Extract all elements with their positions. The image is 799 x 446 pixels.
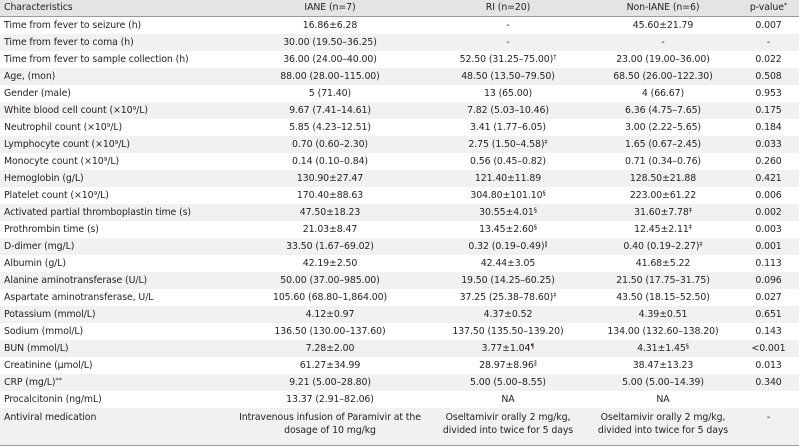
cell-non-iane: 5.00 (5.00–14.39) [588,374,738,391]
cell-ri: 4.37±0.52 [428,306,588,323]
cell-non-iane: 38.47±13.23 [632,360,694,371]
footnote-marker: † [553,53,557,61]
cell-p-value: 0.033 [738,136,799,153]
cell-p-value: - [738,408,799,446]
cell-non-iane: 4.39±0.51 [588,306,738,323]
table-row [0,357,799,374]
cell-characteristic: Lymphocyte count (×10⁹/L) [0,136,232,153]
header-non-iane: Non-IANE (n=6) [588,0,738,17]
cell-iane: 9.67 (7.41–14.61) [232,102,428,119]
cell-characteristic: CRP (mg/L)** [0,374,232,391]
cell-non-iane: 134.00 (132.60–138.20) [607,326,719,337]
footnote-marker: ** [55,376,62,384]
cell-iane: 47.50±18.23 [232,204,428,221]
footnote-marker: § [533,206,537,214]
cell-characteristic: Monocyte count (×10⁹/L) [4,156,119,167]
cell-iane: 130.90±27.47 [232,170,428,187]
footnote-marker: ∥ [544,240,548,248]
table-row [0,187,799,204]
cell-characteristic: Procalcitonin (ng/mL) [4,394,102,405]
cell-iane: 5.85 (4.23–12.51) [289,122,371,133]
cell-p-value: 0.003 [755,224,782,235]
cell-p-value: 0.175 [738,102,799,119]
cell-p-value: 0.113 [755,258,782,269]
cell-ri: 52.50 (31.25–75.00)† [459,53,557,65]
table-row [0,306,799,323]
header-characteristics: Characteristics [0,0,232,17]
cell-characteristic: Age, (mon) [0,68,232,85]
footnote-marker: ¶ [530,342,535,350]
cell-iane: 170.40±88.63 [296,190,364,201]
cell-ri: 19.50 (14.25–60.25) [428,272,588,289]
footnote-marker: § [542,189,546,197]
table-row [0,238,799,255]
cell-non-iane: 223.00±61.22 [629,190,697,201]
cell-p-value: - [738,34,799,51]
cell-non-iane: 41.68±5.22 [635,258,691,269]
cell-non-iane: 23.00 (19.00–36.00) [616,54,710,65]
cell-characteristic: Prothrombin time (s) [4,224,99,235]
cell-characteristic: Sodium (mmol/L) [4,326,84,337]
cell-non-iane: 43.50 (18.15–52.50) [616,292,710,303]
cell-ri: - [428,34,588,51]
cell-iane: 33.50 (1.67–69.02) [232,238,428,255]
cell-p-value: 0.651 [738,306,799,323]
cell-ri: 0.56 (0.45–0.82) [469,156,546,167]
cell-ri: 13 (65.00) [483,88,533,99]
table-row [0,340,799,357]
cell-p-value: 0.421 [738,170,799,187]
cell-ri: 121.40±11.89 [428,170,588,187]
cell-ri: 13.45±2.60§ [479,223,537,235]
table-row [0,323,799,340]
table-row [0,85,799,102]
cell-p-value [738,391,799,408]
cell-ri: 3.77±1.04¶ [428,340,588,357]
table-row [0,17,799,35]
cell-p-value: 0.184 [755,122,782,133]
header-iane: IANE (n=7) [232,0,428,17]
footnote-marker: * [783,1,788,9]
cell-ri: 28.97±8.96∥ [479,359,537,371]
footnote-marker: ‡ [688,206,692,214]
cell-non-iane: 6.36 (4.75–7.65) [588,102,738,119]
footnote-marker: ‡ [544,138,548,146]
table-row [0,119,799,136]
cell-non-iane: 12.45±2.11‡ [634,223,692,235]
table-body [0,17,799,446]
cell-p-value: 0.027 [755,292,782,303]
table-row [0,51,799,68]
cell-iane: 36.00 (24.00–40.00) [283,54,377,65]
table-row [0,408,799,446]
cell-ri: 304.80±101.10§ [470,189,546,201]
cell-p-value: 0.340 [738,374,799,391]
cell-characteristic: Time from fever to sample collection (h) [4,54,189,65]
cell-p-value: 0.508 [738,68,799,85]
cell-iane: 13.37 (2.91–82.06) [286,394,374,405]
cell-iane: 21.03±8.47 [302,224,358,235]
table-row [0,136,799,153]
cell-ri: Oseltamivir orally 2 mg/kg, divided into twice for 5 days [428,408,588,446]
cell-characteristic: Alanine aminotransferase (U/L) [0,272,232,289]
cell-iane: 4.12±0.97 [232,306,428,323]
cell-non-iane: 31.60±7.78‡ [588,204,738,221]
cell-non-iane: 68.50 (26.00–122.30) [588,68,738,85]
cell-iane: 88.00 (28.00–115.00) [232,68,428,85]
cell-characteristic: D-dimer (mg/L) [0,238,232,255]
cell-iane: 61.27±34.99 [299,360,361,371]
cell-characteristic: White blood cell count (×10⁹/L) [0,102,232,119]
cell-characteristic: BUN (mmol/L) [0,340,232,357]
cell-ri: 37.25 (25.38–78.60)‡ [459,291,557,303]
footnote-marker: ∥ [533,359,537,367]
cell-non-iane: 4 (66.67) [641,88,685,99]
footnote-marker: ‡ [688,223,692,231]
cell-non-iane: 21.50 (17.75–31.75) [588,272,738,289]
cell-p-value: 0.022 [755,54,782,65]
cell-ri: 5.00 (5.00–8.55) [428,374,588,391]
footnote-marker: ‡ [553,291,557,299]
table-row [0,221,799,238]
cell-p-value: 0.006 [755,190,782,201]
table-row [0,255,799,272]
header-p-value: p-value* [738,0,799,17]
cell-p-value: 0.953 [755,88,782,99]
table-row [0,204,799,221]
cell-p-value: <0.001 [738,340,799,357]
cell-iane: 136.50 (130.00–137.60) [274,326,386,337]
cell-ri: 2.75 (1.50–4.58)‡ [428,136,588,153]
table-row [0,102,799,119]
cell-non-iane: 0.40 (0.19–2.27)‡ [588,238,738,255]
cell-ri: 137.50 (135.50–139.20) [452,326,564,337]
cell-ri: 48.50 (13.50–79.50) [428,68,588,85]
footnote-marker: § [685,342,689,350]
cell-non-iane: - [588,34,738,51]
cell-p-value: 0.013 [755,360,782,371]
table-row [0,68,799,85]
cell-characteristic: Activated partial thromboplastin time (s) [0,204,232,221]
cell-iane: 105.60 (68.80–1,864.00) [272,292,388,303]
cell-iane: 0.14 (0.10–0.84) [291,156,368,167]
cell-characteristic: Albumin (g/L) [4,258,66,269]
cell-characteristic: Platelet count (×10⁹/L) [4,190,109,201]
cell-non-iane: 45.60±21.79 [632,20,694,31]
table-row [0,391,799,408]
table-row [0,34,799,51]
footnote-marker: ‡ [699,240,703,248]
cell-non-iane: 3.00 (2.22–5.65) [624,122,701,133]
table-row [0,170,799,187]
cell-non-iane: 0.71 (0.34–0.76) [624,156,701,167]
cell-p-value: 0.143 [755,326,782,337]
cell-characteristic: Creatinine (μmol/L) [4,360,93,371]
cell-p-value: 0.007 [755,20,782,31]
cell-characteristic: Neutrophil count (×10⁹/L) [4,122,123,133]
cell-iane: 9.21 (5.00–28.80) [232,374,428,391]
cell-non-iane: Oseltamivir orally 2 mg/kg, divided into twice for 5 days [588,408,738,446]
table-row [0,272,799,289]
cell-iane: 5 (71.40) [308,88,352,99]
cell-iane: 7.28±2.00 [232,340,428,357]
cell-p-value: 0.002 [738,204,799,221]
cell-characteristic: Aspartate aminotransferase, U/L [4,292,154,303]
cell-characteristic: Time from fever to coma (h) [0,34,232,51]
cell-iane: 30.00 (19.50–36.25) [232,34,428,51]
cell-iane: 42.19±2.50 [302,258,358,269]
footnote-marker: § [533,223,537,231]
cell-ri: 3.41 (1.77–6.05) [469,122,546,133]
cell-ri: - [506,20,510,31]
cell-characteristic: Gender (male) [4,88,71,99]
cell-p-value: 0.001 [738,238,799,255]
cell-ri: NA [501,394,515,405]
cell-iane: 0.70 (0.60–2.30) [232,136,428,153]
header-ri: RI (n=20) [428,0,588,17]
cell-iane: 50.00 (37.00–985.00) [232,272,428,289]
cell-non-iane: NA [656,394,670,405]
cell-non-iane: 1.65 (0.67–2.45) [588,136,738,153]
table-row [0,153,799,170]
table-row [0,289,799,306]
table-header-row [0,0,799,17]
cell-characteristic: Potassium (mmol/L) [0,306,232,323]
cell-non-iane: 4.31±1.45§ [588,340,738,357]
cell-p-value: 0.096 [738,272,799,289]
cell-characteristic: Hemoglobin (g/L) [0,170,232,187]
cell-characteristic: Antiviral medication [0,408,232,446]
cell-iane: Intravenous infusion of Paramivir at the dosage of 10 mg/kg [232,408,428,446]
cell-ri: 42.44±3.05 [480,258,536,269]
cell-ri: 7.82 (5.03–10.46) [428,102,588,119]
cell-iane: 16.86±6.28 [302,20,358,31]
cell-non-iane: 128.50±21.88 [588,170,738,187]
cell-ri: 0.32 (0.19–0.49)∥ [428,238,588,255]
table-row [0,374,799,391]
cell-ri: 30.55±4.01§ [428,204,588,221]
cell-p-value: 0.260 [755,156,782,167]
cell-characteristic: Time from fever to seizure (h) [4,20,142,31]
